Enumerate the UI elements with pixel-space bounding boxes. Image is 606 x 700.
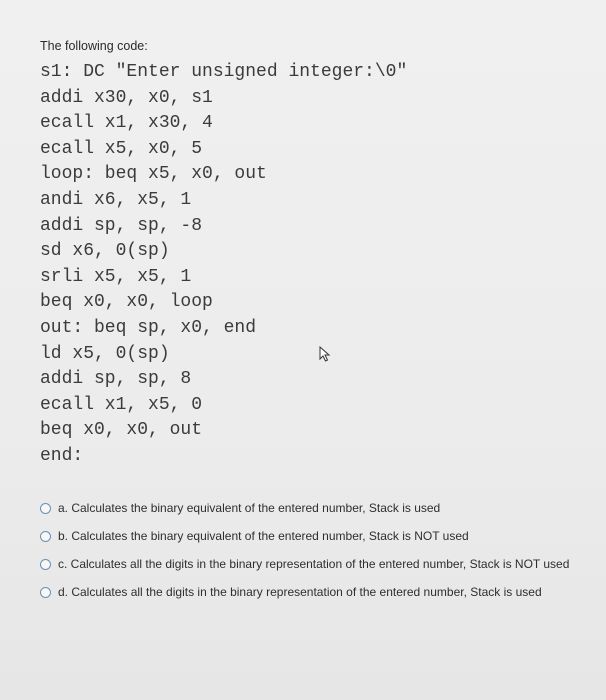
code-line: srli x5, x5, 1: [40, 266, 192, 287]
option-label-c: c. Calculates all the digits in the binary representation of the entered number, Stack is NOT used: [58, 557, 570, 571]
code-line: s1: DC "Enter unsigned integer:\0": [40, 62, 408, 82]
code-line: loop: beq x5, x0, out: [40, 164, 267, 185]
option-label-d: d. Calculates all the digits in the binary representation of the entered number, Stack is used: [58, 585, 542, 599]
code-line: addi sp, sp, -8: [40, 215, 203, 236]
code-line: ecall x1, x5, 0: [40, 394, 203, 415]
option-d[interactable]: [40, 584, 580, 600]
code-block: [40, 60, 407, 470]
radio-button-b[interactable]: [40, 531, 51, 542]
radio-button-c[interactable]: [40, 559, 51, 570]
code-line: ld x5, 0(sp): [40, 343, 170, 364]
code-line: andi x6, x5, 1: [40, 189, 192, 210]
code-line: addi x30, x0, s1: [40, 87, 213, 108]
option-label-b: b. Calculates the binary equivalent of the entered number, Stack is NOT used: [58, 529, 469, 543]
code-line: sd x6, 0(sp): [40, 241, 170, 262]
radio-button-a[interactable]: [40, 503, 51, 514]
code-line: out: beq sp, x0, end: [40, 317, 257, 338]
radio-button-d[interactable]: [40, 587, 51, 598]
option-b[interactable]: [40, 528, 580, 544]
question-title: The following code:: [40, 39, 148, 53]
code-line: end:: [40, 445, 84, 466]
code-line: ecall x1, x30, 4: [40, 113, 213, 134]
code-line: addi sp, sp, 8: [40, 369, 192, 390]
code-line: ecall x5, x0, 5: [40, 138, 203, 159]
option-a[interactable]: [40, 500, 580, 516]
option-c[interactable]: [40, 556, 580, 572]
code-line: beq x0, x0, loop: [40, 292, 213, 313]
code-line: beq x0, x0, out: [40, 420, 203, 441]
mouse-cursor-icon: [318, 346, 332, 362]
answer-options: [40, 500, 580, 612]
option-label-a: a. Calculates the binary equivalent of the entered number, Stack is used: [58, 501, 441, 515]
